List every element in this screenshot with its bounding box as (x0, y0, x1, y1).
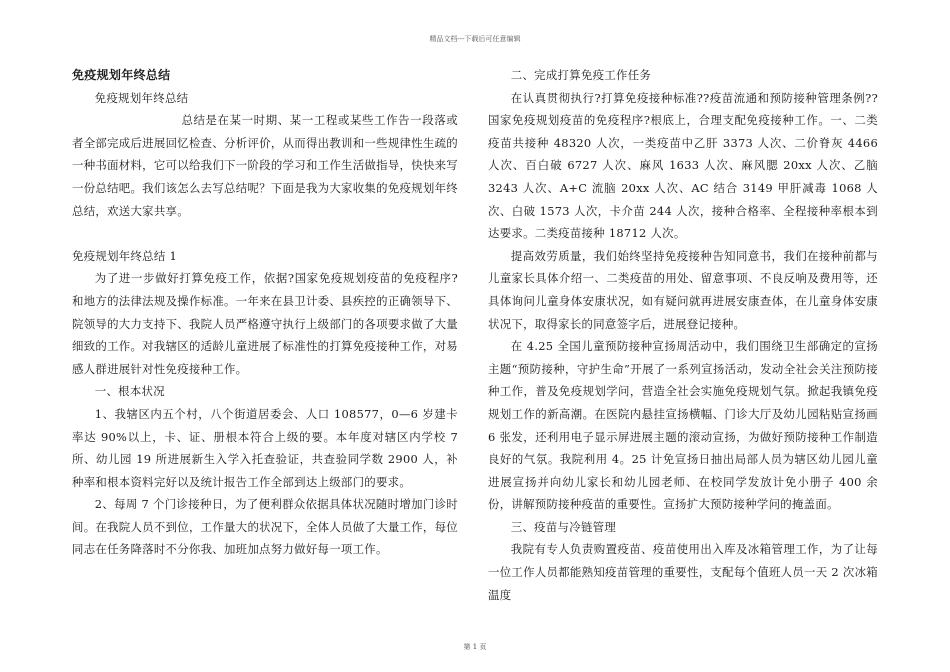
document-subtitle: 免疫规划年终总结 (94, 90, 189, 105)
heading-basic-status: 一、根本状况 (94, 384, 165, 399)
page-header: 精品文档---下载后可任意编辑 (429, 35, 521, 43)
blank-line (72, 222, 458, 245)
heading-cold-chain: 三、疫苗与冷链管理 (510, 519, 617, 534)
document-title: 免疫规划年终总结 (72, 68, 171, 82)
left-column (72, 64, 458, 561)
heading-vaccination-tasks: 二、完成打算免疫工作任务 (510, 68, 652, 82)
paragraph-purpose: 为了进一步做好打算免疫工作，依据?国家免疫规划疫苗的免疫程序?和地方的法律法规及操作标准。一年来在县卫计委、县疾控的正确领导下、院领导的大力支持下、我院人员严格遵守执行上级部门的各项要求做了大量细致的工作。对我辖区的适龄儿童进展了标准性的打算免疫接种工作，对易感人群进展针对性免疫接种工作。 (72, 271, 458, 376)
page-footer: 第 1 页 (463, 643, 487, 651)
paragraph-clinic-days: 2、每周 7 个门诊接种日，为了便利群众依据具体状况随时增加门诊时间。在我院人员不到位，工作量大的状况下，全体人员做了大量工作，每位同志在任务降落时不分你我、加班加点努力做好每一项工作。 (72, 497, 458, 557)
paragraph-publicity-week: 在 4.25 全国儿童预防接种宣扬周活动中，我们围绕卫生部确定的宣扬主题“预防接种，守护生命”开展了一系列宣扬活动，发动全社会关注预防接种工作，普及免疫规划学问，营造全社会实施免疫规划气氛。掀起我镇免疫规划工作的新高潮。在医院内悬挂宣扬横幅、门诊大厅及幼儿园粘贴宣扬画 6 张发，还利用电子显示屏进展主题的滚动宣扬，为做好预防接种工作制造良好的气氛。我院利用 4。25 计免宣扬日抽出局部人员为辖区幼儿园儿童进展宣扬并向幼儿家长和幼儿园老师、在校同学发放计免小册子 400 余份，讲解预防接种疫苗的重要性。宣扬扩大预防接种学问的掩盖面。 (488, 339, 878, 512)
paragraph-vaccination-stats: 在认真贯彻执行?打算免疫接种标准??疫苗流通和预防接种管理条例??国家免疫规划疫苗的免疫程序?根底上，合理支配免疫接种工作。一、二类疫苗共接种 48320 人次，一类疫苗中乙肝 3373 人次、二价脊灰 4466 人次、百白破 6727 人次、麻风 1633 人次、麻风腮 20xx 人次、乙脑 3243 人次、A+C 流脑 20xx 人次、AC 结合 3149 甲肝减毒 1068 人次、白破 1573 人次，卡介苗 244 人次，接种合格率、全程接种率根本到达要求。二类疫苗接种 18712 人次。 (488, 90, 878, 241)
paragraph-vaccine-management: 我院有专人负责购置疫苗、疫苗使用出入库及冰箱管理工作，为了让每一位工作人员都能熟知疫苗管理的重要性，支配每个值班人员一天 2 次冰箱温度 (488, 542, 878, 602)
intro-paragraph: 总结是在某一时期、某一工程或某些工作告一段落或者全部完成后进展回忆检查、分析评价，从而得出教训和一些规律性生疏的一种书面材料，它可以给我们下一阶段的学习和工作生活做指导，快快来写一份总结吧。我们该怎么去写总结呢？下面是我为大家收集的免疫规划年终总结，欢送大家共享。 (72, 113, 458, 218)
paragraph-jurisdiction: 1、我辖区内五个村，八个街道居委会、人口 108577，0—6 岁建卡率达 90%以上，卡、证、册根本符合上级的要。本年度对辖区内学校 7 所、幼儿园 19 所进展新生入学入托查验证，共查验同学数 2900 人，补种率和根本资料完好以及统计报告工作全部到达上级部门的要求。 (72, 406, 458, 489)
paragraph-service-quality: 提高效劳质量，我们始终坚持免疫接种告知同意书，我们在接种前都与儿童家长具体介绍一、二类疫苗的用处、留意事项、不良反响及费用等，还具体询问儿童身体安康状况，如有疑问就再进展安康查体，在儿童身体安康状况下，取得家长的同意签字后，进展登记接种。 (488, 248, 878, 331)
right-column (488, 64, 878, 606)
section-title: 免疫规划年终总结 1 (72, 248, 177, 263)
